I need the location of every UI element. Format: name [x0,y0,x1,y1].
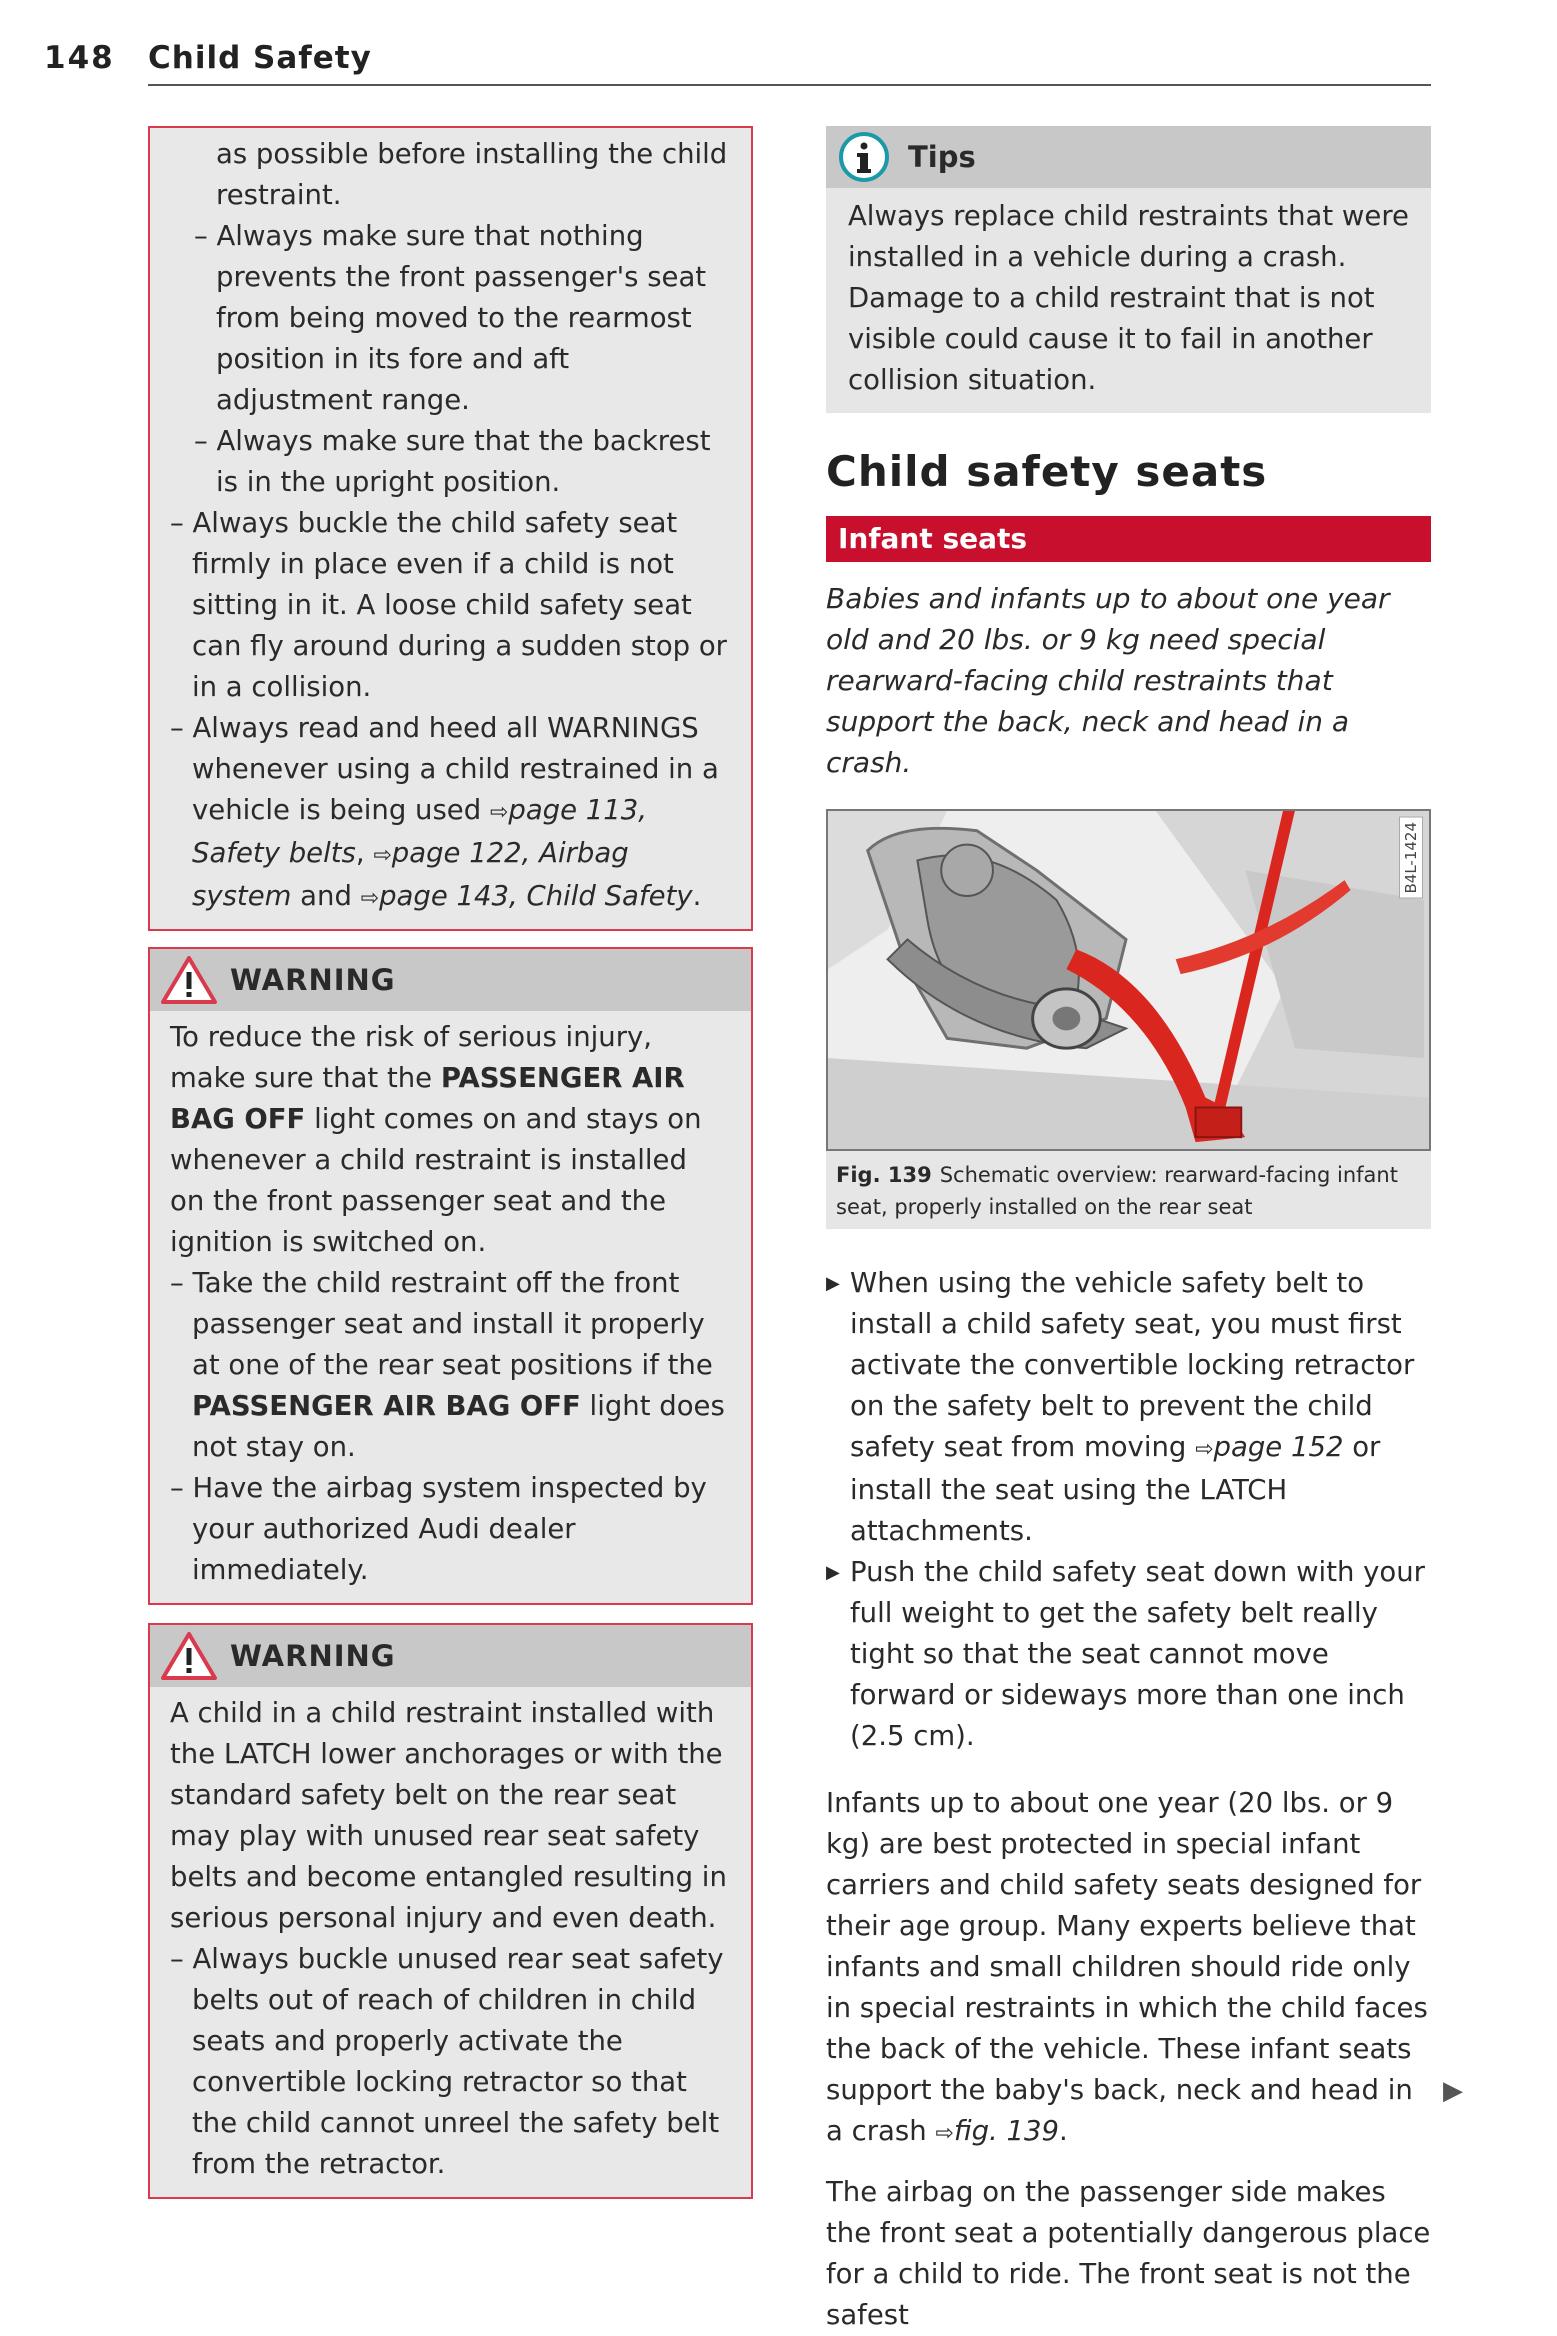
list-item: ▶ When using the vehicle safety belt to install a child safety seat, you must first activate the convertible locking retractor on the safety belt to prevent the child safety seat from moving ⇨page 152 or install the seat using the LATCH attachments. [826,1263,1431,1552]
figure-caption-text: Schematic overview: rearward-facing infant seat, properly installed on the rear seat [836,1163,1398,1219]
right-column [826,126,1431,2336]
list-item: ▶ Push the child safety seat down with your full weight to get the safety belt really tight so that the seat cannot move forward or sideways more than one inch (2.5 cm). [826,1552,1431,1757]
dash-item-read-warnings: – Always read and heed all WARNINGS whenever using a child restrained in a vehicle is being used ⇨page 113, Safety belts, ⇨page 122, Airbag system and ⇨page 143, Child Safety. [170,712,719,912]
figure-infant-seat [826,809,1431,1151]
header-rule [148,84,1431,86]
bullet-triangle-icon: ▶ [826,1562,840,1583]
link-page-122[interactable]: page 122, Airbag system [192,837,629,912]
warning-paragraph: A child in a child restraint installed with the LATCH lower anchorages or with the standard safety belt on the rear seat may play with unused rear seat safety belts and become entangled resulting in serious personal injury and even death. [170,1697,727,1934]
ref-arrow-icon: ⇨ [935,2121,954,2146]
link-fig-139[interactable]: fig. 139 [953,2115,1060,2147]
warning-header [150,1625,751,1687]
link-page-152[interactable]: page 152 [1213,1431,1344,1463]
section-title: Child safety seats [826,447,1268,496]
warning-label: WARNING [230,963,396,997]
warning-box-latch [148,1623,753,2199]
figure-id-label: B4L-1424 [1399,817,1423,899]
warning-header [150,949,751,1011]
page-number: 148 [44,40,115,76]
tips-header [826,126,1431,188]
tips-label: Tips [908,140,976,174]
instruction-list [826,1263,1431,1757]
info-icon [838,131,890,183]
continued-warning-box [148,126,753,931]
continue-arrow-icon: ▶ [1443,2076,1463,2106]
link-page-143[interactable]: page 143, Child Safety [379,880,693,912]
subsection-banner: Infant seats [826,516,1431,562]
ref-arrow-icon: ⇨ [489,800,509,825]
paragraph-airbag: The airbag on the passenger side makes the front seat a potentially dangerous place for a child to ride. The front seat is not the safest [826,2176,1431,2331]
warning-continuation-text: as possible before installing the child restraint. [216,138,728,211]
warning-box-airbag [148,947,753,1605]
ref-arrow-icon: ⇨ [1195,1437,1214,1462]
link-page-113[interactable]: page 113, Safety belts [192,794,648,869]
figure-caption [826,1151,1431,1229]
tips-box [826,126,1431,413]
warning-triangle-icon [160,955,218,1005]
dash-item-seat-position: – Always make sure that nothing prevents the front passenger's seat from being moved to the rearmost position in its fore and aft adjustment range. [194,220,707,416]
dash-item-buckle-seat: – Always buckle the child safety seat firmly in place even if a child is not sitting in it. A loose child safety seat can fly around during a sudden stop or in a collision. [170,507,727,703]
warning-triangle-icon [160,1631,218,1681]
figure-label: Fig. 139 [836,1163,932,1187]
chapter-title: Child Safety [148,40,372,76]
left-column [148,126,753,2199]
infant-seat-illustration [828,811,1429,1149]
dash-item-buckle-unused: – Always buckle unused rear seat safety belts out of reach of children in child seats and properly activate the convertible locking retractor so that the child cannot unreel the safety belt from the retractor. [170,1943,724,2180]
ref-arrow-icon: ⇨ [373,843,392,868]
dash-item-take-off: – Take the child restraint off the front passenger seat and install it properly at one of the rear seat positions if the PASSENGER AIR BAG OFF light does not stay on. [170,1267,725,1463]
intro-text: Babies and infants up to about one year old and 20 lbs. or 9 kg need special rearward-facing child restraints that support the back, neck and head in a crash. [826,582,1390,779]
bullet-triangle-icon: ▶ [826,1273,840,1294]
warning-label: WARNING [230,1639,396,1673]
warning-paragraph: To reduce the risk of serious injury, make sure that the PASSENGER AIR BAG OFF light comes on and stays on whenever a child restraint is installed on the front passenger seat and the ignition is switched on. [170,1021,702,1258]
dash-item-backrest: – Always make sure that the backrest is in the upright position. [194,425,711,498]
tips-text: Always replace child restraints that were installed in a vehicle during a crash. Damage to a child restraint that is not visible could cause it to fail in another collision situation. [848,200,1409,396]
ref-arrow-icon: ⇨ [360,886,380,911]
paragraph-infants: Infants up to about one year (20 lbs. or 9 kg) are best protected in special infant carriers and child safety seats designed for their age group. Many experts believe that infants and small children should ride only in special restraints in which the child faces the back of the vehicle. These infant seats support the baby's back, neck and head in a crash ⇨fig. 139. [826,1787,1428,2147]
dash-item-inspect: – Have the airbag system inspected by your authorized Audi dealer immediately. [170,1472,707,1586]
